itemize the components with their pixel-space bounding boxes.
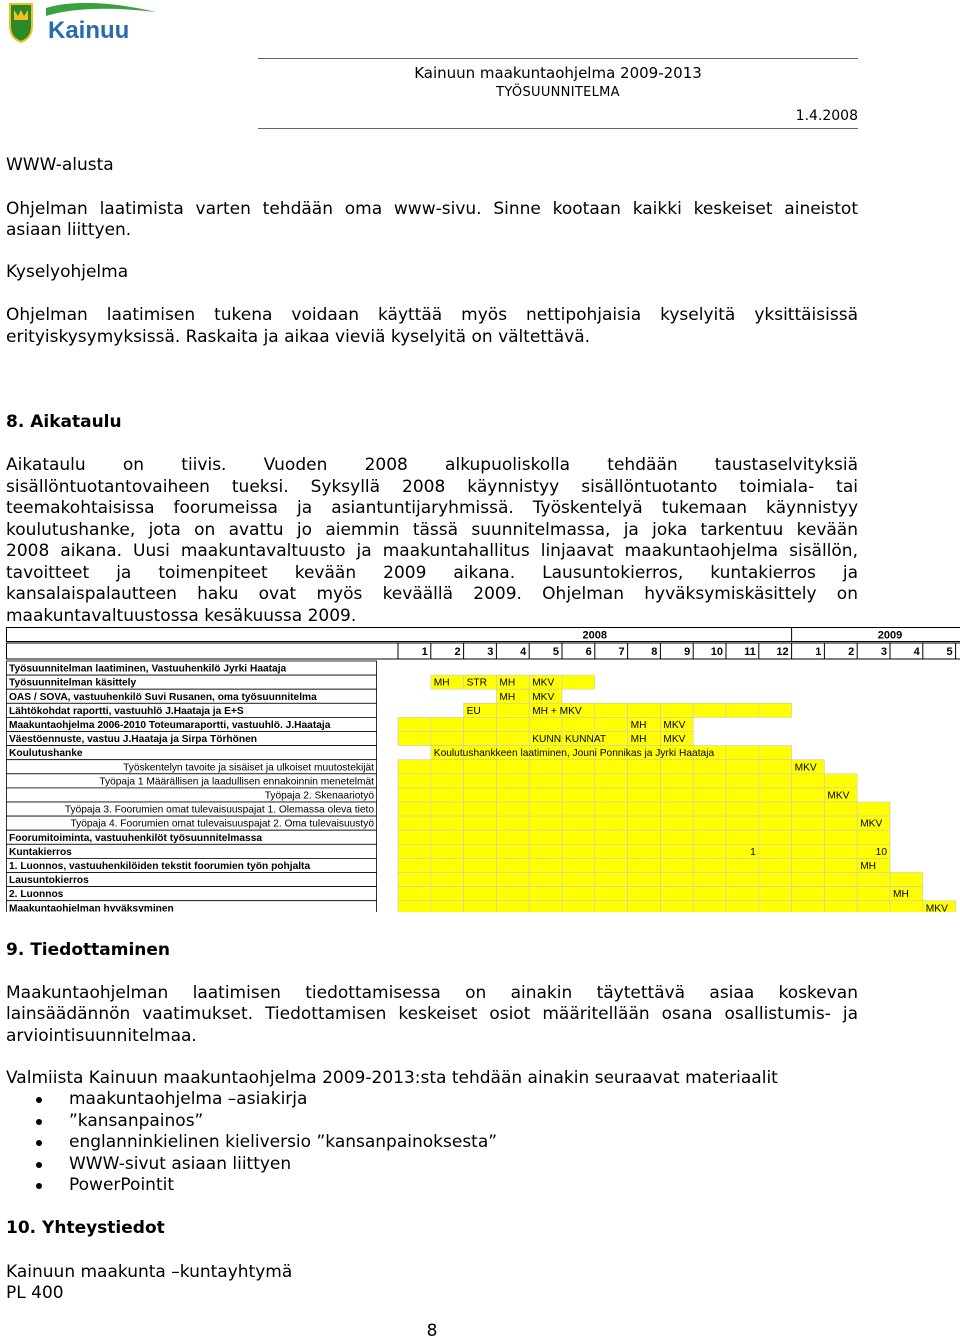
gantt-bar-cell xyxy=(726,830,759,844)
gantt-bar-cell xyxy=(595,703,628,717)
task-label: Lähtökohdat raportti, vastuuhlö J.Haataja ja E+S xyxy=(9,705,244,717)
gantt-bar-cell xyxy=(726,802,759,816)
gantt-bar-cell xyxy=(890,873,923,887)
gantt-bar-cell xyxy=(431,802,464,816)
gantt-bar-cell xyxy=(660,887,693,901)
gantt-bar-cell xyxy=(792,830,825,844)
gantt-bar-cell xyxy=(792,816,825,830)
gantt-bar-cell xyxy=(857,830,890,844)
task-label: Työpaja 2. Skenaariotyö xyxy=(264,790,374,802)
gantt-bar-cell xyxy=(464,802,497,816)
gantt-bar-cell xyxy=(464,816,497,830)
gantt-bar-cell xyxy=(529,844,562,858)
gantt-bar-cell xyxy=(398,873,431,887)
gantt-bar-cell xyxy=(595,802,628,816)
gantt-bar-cell xyxy=(792,873,825,887)
info-heading: 9. Tiedottaminen xyxy=(6,940,171,960)
survey-paragraph-line: Ohjelman laatimisen tukena voidaan käyttää myös nettipohjaisia kyselyitä yksittäisissä xyxy=(6,305,858,325)
year-label: 2008 xyxy=(582,629,608,642)
gantt-bar-cell xyxy=(398,858,431,872)
www-paragraph-line: Ohjelman laatimista varten tehdään oma www-sivu. Sinne kootaan kaikki keskeiset aineistot xyxy=(6,199,858,219)
gantt-cell-text: Koulutushankkeen laatiminen, Jouni Ponnikas ja Jyrki Haataja xyxy=(433,748,715,760)
contact-line: Kainuun maakunta –kuntayhtymä xyxy=(6,1262,293,1282)
gantt-bar-cell xyxy=(464,774,497,788)
list-item-text: WWW-sivut asiaan liittyen xyxy=(69,1153,292,1174)
gantt-bar-cell xyxy=(464,844,497,858)
gantt-chart xyxy=(6,627,960,912)
gantt-bar-cell xyxy=(857,873,890,887)
gantt-bar-cell xyxy=(726,901,759,912)
month-label: 9 xyxy=(684,646,691,658)
gantt-cell-text: 10 xyxy=(875,846,887,858)
month-label: 2 xyxy=(454,646,461,658)
gantt-bar-cell xyxy=(759,901,792,912)
list-item-text: PowerPointit xyxy=(69,1175,174,1195)
schedule-line: koulutushanke, jota on avattu jo aiemmin tässä suunnitelmassa, ja joka tarkentuu kevään xyxy=(6,520,858,540)
year-label: 2009 xyxy=(877,629,903,642)
month-label: 3 xyxy=(880,646,887,658)
gantt-bar-cell xyxy=(398,760,431,774)
task-label: Kuntakierros xyxy=(9,846,72,858)
gantt-bar-cell xyxy=(496,717,529,731)
gantt-bar-cell xyxy=(562,844,595,858)
gantt-bar-cell xyxy=(529,858,562,872)
schedule-line: tavoitteet ja toimenpiteet kevään 2009 aikana. Lausuntokierros, kuntakierros ja xyxy=(6,563,858,583)
gantt-bar-cell xyxy=(693,788,726,802)
gantt-bar-cell xyxy=(726,873,759,887)
year-header-frame xyxy=(7,628,960,642)
gantt-bar-cell xyxy=(464,788,497,802)
survey-heading: Kyselyohjelma xyxy=(6,262,129,282)
gantt-bar-cell xyxy=(562,816,595,830)
gantt-cell-text: KUNNAT xyxy=(565,734,607,746)
page-number: 8 xyxy=(426,1321,438,1341)
gantt-cell-text: 1 xyxy=(750,846,756,858)
gantt-bar-cell xyxy=(628,802,661,816)
gantt-bar-cell xyxy=(496,901,529,912)
month-label: 4 xyxy=(913,646,920,658)
task-label: Työskentelyn tavoite ja sisäiset ja ulkoiset muutostekijät xyxy=(123,762,374,774)
gantt-bar-cell xyxy=(759,816,792,830)
gantt-bar-cell xyxy=(595,887,628,901)
gantt-bar-cell xyxy=(496,703,529,717)
gantt-bar-cell xyxy=(595,901,628,912)
gantt-bar-cell xyxy=(759,830,792,844)
month-label: 5 xyxy=(552,646,559,658)
gantt-bar-cell xyxy=(562,717,595,731)
gantt-bar-cell xyxy=(824,844,857,858)
list-item-text: maakuntaohjelma –asiakirja xyxy=(69,1089,308,1109)
task-label: Työsuunnitelman käsittely xyxy=(9,677,137,689)
bullet-icon xyxy=(36,1140,42,1146)
gantt-bar-cell xyxy=(398,802,431,816)
gantt-cell-text: MKV xyxy=(827,790,850,802)
gantt-bar-cell xyxy=(792,802,825,816)
gantt-cell-text: MKV xyxy=(532,677,555,689)
gantt-bar-cell xyxy=(496,788,529,802)
gantt-bar-cell xyxy=(595,858,628,872)
month-label: 8 xyxy=(651,646,658,658)
list-item xyxy=(36,1132,497,1154)
gantt-cell-text: MKV xyxy=(860,818,883,830)
gantt-bar-cell xyxy=(857,887,890,901)
schedule-line: maakuntavaltuustossa kesäkuussa 2009. xyxy=(6,606,357,626)
gantt-cell-text: MH xyxy=(630,734,647,746)
schedule-line: sisällöntuotantovaiheen tueksi. Syksyllä 2008 käynnistyy sisällöntuotanto toimiala- tai xyxy=(6,477,858,497)
gantt-bar-cell xyxy=(529,717,562,731)
gantt-bar-cell xyxy=(431,844,464,858)
gantt-bar-cell xyxy=(398,901,431,912)
gantt-bar-cell xyxy=(726,760,759,774)
gantt-bar-cell xyxy=(431,901,464,912)
gantt-bar-cell xyxy=(660,858,693,872)
gantt-bar-cell xyxy=(595,830,628,844)
gantt-bar-cell xyxy=(496,844,529,858)
gantt-bar-cell xyxy=(824,802,857,816)
gantt-bar-cell xyxy=(628,816,661,830)
gantt-bar-cell xyxy=(562,802,595,816)
month-label: 1 xyxy=(815,646,822,658)
gantt-bar-cell xyxy=(824,873,857,887)
gantt-bar-cell xyxy=(628,788,661,802)
task-label: Maakuntaohjelma 2006-2010 Toteumaraportti, vastuuhlö. J.Haataja xyxy=(9,720,331,731)
gantt-bar-cell xyxy=(759,774,792,788)
gantt-bar-cell xyxy=(431,732,464,746)
gantt-chart-svg xyxy=(6,627,960,912)
coat-of-arms-icon xyxy=(10,4,32,42)
gantt-bar-cell xyxy=(759,703,792,717)
task-label: Työpaja 1 Määrällisen ja laadullisen ennakoinnin menetelmät xyxy=(99,776,374,788)
gantt-bar-cell xyxy=(529,901,562,912)
gantt-bar-cell xyxy=(693,858,726,872)
bullet-icon xyxy=(36,1183,42,1189)
gantt-bar-cell xyxy=(529,816,562,830)
header-rule-bottom xyxy=(258,128,858,129)
gantt-bar-cell xyxy=(857,802,890,816)
gantt-bar-cell xyxy=(890,901,923,912)
gantt-cell-text: MH xyxy=(860,861,877,872)
gantt-bar-cell xyxy=(628,760,661,774)
list-item xyxy=(36,1154,497,1176)
gantt-bar-cell xyxy=(628,830,661,844)
gantt-bar-cell xyxy=(398,844,431,858)
gantt-bar-cell xyxy=(759,844,792,858)
gantt-bar-cell xyxy=(726,703,759,717)
gantt-bar-cell xyxy=(628,703,661,717)
gantt-cell-text: MH xyxy=(893,889,909,901)
gantt-bar-cell xyxy=(562,887,595,901)
gantt-bar-cell xyxy=(660,774,693,788)
gantt-bar-cell xyxy=(759,873,792,887)
gantt-bar-cell xyxy=(759,887,792,901)
gantt-bar-cell xyxy=(431,717,464,731)
month-label: 2 xyxy=(848,646,855,658)
gantt-bar-cell xyxy=(398,774,431,788)
schedule-line: 2008 aikana. Uusi maakuntavaltuusto ja maakuntahallitus linjaavat maakuntaohjelma sisällön, xyxy=(6,541,858,561)
task-label: 2. Luonnos xyxy=(9,889,64,901)
month-label: 10 xyxy=(710,646,723,658)
gantt-bar-cell xyxy=(824,887,857,901)
gantt-bar-cell xyxy=(792,774,825,788)
gantt-bar-cell xyxy=(562,901,595,912)
gantt-bar-cell xyxy=(464,732,497,746)
gantt-bar-cell xyxy=(660,844,693,858)
gantt-bar-cell xyxy=(759,760,792,774)
gantt-bar-cell xyxy=(660,760,693,774)
gantt-bar-cell xyxy=(431,788,464,802)
gantt-cell-text: MH xyxy=(433,677,450,689)
gantt-bar-cell xyxy=(529,774,562,788)
gantt-bar-cell xyxy=(660,802,693,816)
gantt-bar-cell xyxy=(660,703,693,717)
gantt-bar-cell xyxy=(628,774,661,788)
list-item-text: englanninkielinen kieliversio ”kansanpainoksesta” xyxy=(69,1132,498,1152)
gantt-bar-cell xyxy=(792,788,825,802)
info-line: Maakuntaohjelman laatimisen tiedottamisessa on ainakin täytettävä asiaa koskevan xyxy=(6,983,858,1003)
gantt-bar-cell xyxy=(660,830,693,844)
bullet-icon xyxy=(36,1162,42,1168)
gantt-bar-cell xyxy=(759,746,792,760)
logo-text: Kainuu xyxy=(48,17,130,44)
gantt-bar-cell xyxy=(792,887,825,901)
gantt-bar-cell xyxy=(726,816,759,830)
gantt-bar-cell xyxy=(398,732,431,746)
gantt-bar-cell xyxy=(595,844,628,858)
gantt-bar-cell xyxy=(496,732,529,746)
gantt-bar-cell xyxy=(595,717,628,731)
gantt-bar-cell xyxy=(660,788,693,802)
month-label: 11 xyxy=(744,646,756,658)
gantt-bar-cell xyxy=(562,675,595,689)
gantt-bar-cell xyxy=(792,858,825,872)
gantt-cell-text: MH xyxy=(499,677,516,689)
contact-line: PL 400 xyxy=(6,1283,64,1303)
gantt-bar-cell xyxy=(431,760,464,774)
month-label: 5 xyxy=(946,646,953,658)
gantt-bar-cell xyxy=(824,858,857,872)
gantt-bar-cell xyxy=(464,887,497,901)
gantt-bar-cell xyxy=(595,816,628,830)
gantt-bar-cell xyxy=(628,858,661,872)
gantt-cell-text: EU xyxy=(466,705,481,717)
task-label: Foorumitoiminta, vastuuhenkilöt työsuunnitelmassa xyxy=(9,832,263,844)
gantt-bar-cell xyxy=(693,816,726,830)
gantt-bar-cell xyxy=(792,901,825,912)
gantt-bar-cell xyxy=(759,802,792,816)
gantt-cell-text: MKV xyxy=(794,762,817,774)
gantt-bar-cell xyxy=(496,760,529,774)
gantt-bar-cell xyxy=(496,774,529,788)
gantt-bar-cell xyxy=(496,873,529,887)
month-label: 6 xyxy=(585,646,592,658)
list-item xyxy=(36,1175,497,1197)
header-rule-top xyxy=(258,58,858,59)
month-label: 12 xyxy=(776,646,789,658)
gantt-bar-cell xyxy=(464,830,497,844)
task-label: Työpaja 3. Foorumien omat tulevaisuuspajat 1. Olemassa oleva tieto xyxy=(64,804,374,816)
schedule-line: Aikataulu on tiivis. Vuoden 2008 alkupuoliskolla tehdään taustaselvityksiä xyxy=(6,455,858,475)
gantt-bar-cell xyxy=(660,816,693,830)
gantt-bar-cell xyxy=(562,774,595,788)
gantt-bar-cell xyxy=(496,816,529,830)
gantt-bar-cell xyxy=(431,774,464,788)
gantt-bar-cell xyxy=(693,844,726,858)
bullet-icon xyxy=(36,1119,42,1125)
task-label: Koulutushanke xyxy=(9,748,83,760)
gantt-bar-cell xyxy=(464,873,497,887)
gantt-bar-cell xyxy=(464,760,497,774)
gantt-bar-cell xyxy=(726,887,759,901)
gantt-bar-cell xyxy=(496,830,529,844)
gantt-bar-cell xyxy=(529,760,562,774)
gantt-cell-text: MH xyxy=(630,720,647,731)
schedule-line: teemakohtaisissa foorumeissa ja asiantuntijaryhmissä. Työskentelyä tukemaan käynnistyy xyxy=(6,498,858,518)
gantt-bar-cell xyxy=(398,830,431,844)
gantt-bar-cell xyxy=(759,788,792,802)
gantt-bar-cell xyxy=(431,830,464,844)
kainuu-logo xyxy=(6,0,166,58)
month-label: 7 xyxy=(618,646,625,658)
gantt-bar-cell xyxy=(759,858,792,872)
gantt-bar-cell xyxy=(398,788,431,802)
gantt-bar-cell xyxy=(529,873,562,887)
gantt-bar-cell xyxy=(529,802,562,816)
materials-list xyxy=(36,1089,497,1197)
gantt-cell-text: MKV xyxy=(532,691,555,703)
survey-paragraph-line: erityiskysymyksissä. Raskaita ja aikaa vieviä kyselyitä on vältettävä. xyxy=(6,327,591,347)
gantt-bar-cell xyxy=(529,788,562,802)
schedule-heading: 8. Aikataulu xyxy=(6,412,122,432)
gantt-bar-cell xyxy=(693,802,726,816)
gantt-bar-cell xyxy=(562,830,595,844)
gantt-bar-cell xyxy=(693,774,726,788)
www-heading: WWW-alusta xyxy=(6,155,114,175)
schedule-line: kansalaispalautteen haku ovat myös keväällä 2009. Ohjelman hyväksymiskäsittely on xyxy=(6,584,858,604)
gantt-bar-cell xyxy=(431,887,464,901)
gantt-bar-cell xyxy=(726,858,759,872)
gantt-cell-text: MH xyxy=(499,691,516,703)
gantt-bar-cell xyxy=(464,717,497,731)
contact-heading: 10. Yhteystiedot xyxy=(6,1218,165,1238)
gantt-bar-cell xyxy=(562,858,595,872)
task-label: Työpaja 4. Foorumien omat tulevaisuuspajat 2. Oma tulevaisuustyö xyxy=(70,818,374,830)
gantt-bar-cell xyxy=(398,717,431,731)
month-label: 4 xyxy=(520,646,527,658)
gantt-bar-cell xyxy=(660,873,693,887)
task-label: OAS / SOVA, vastuuhenkilö Suvi Rusanen, oma työsuunnitelma xyxy=(9,691,317,703)
document-date: 1.4.2008 xyxy=(795,108,858,124)
gantt-bar-cell xyxy=(792,844,825,858)
gantt-bar-cell xyxy=(529,830,562,844)
gantt-bar-cell xyxy=(595,788,628,802)
gantt-bar-cell xyxy=(726,788,759,802)
gantt-bar-cell xyxy=(496,858,529,872)
gantt-bar-cell xyxy=(398,887,431,901)
gantt-bar-cell xyxy=(824,901,857,912)
gantt-bar-cell xyxy=(726,774,759,788)
gantt-bar-cell xyxy=(693,901,726,912)
gantt-bar-cell xyxy=(660,901,693,912)
gantt-bar-cell xyxy=(628,901,661,912)
info-line: lainsäädännön vaatimukset. Tiedottamisen keskeiset osiot määritellään osana osallistumis- ja xyxy=(6,1004,858,1024)
gantt-bar-cell xyxy=(693,873,726,887)
gantt-bar-cell xyxy=(398,816,431,830)
gantt-bar-cell xyxy=(464,858,497,872)
month-label: 1 xyxy=(421,646,428,658)
gantt-bar-cell xyxy=(562,873,595,887)
gantt-bar-cell xyxy=(693,703,726,717)
gantt-bar-cell xyxy=(693,760,726,774)
gantt-bar-cell xyxy=(628,873,661,887)
gantt-bar-cell xyxy=(628,844,661,858)
gantt-bar-cell xyxy=(726,746,759,760)
gantt-bar-cell xyxy=(693,830,726,844)
gantt-cell-text: MH + MKV xyxy=(532,705,582,717)
gantt-bar-cell xyxy=(595,760,628,774)
gantt-bar-cell xyxy=(431,873,464,887)
gantt-cell-text: MKV xyxy=(663,720,686,731)
task-label: Väestöennuste, vastuu J.Haataja ja Sirpa Törhönen xyxy=(9,734,257,746)
task-label: Maakuntaohjelman hyväksyminen xyxy=(9,903,174,912)
gantt-cell-text: MKV xyxy=(663,734,686,746)
gantt-bar-cell xyxy=(464,901,497,912)
task-label: Lausuntokierros xyxy=(9,875,89,887)
gantt-bar-cell xyxy=(824,774,857,788)
gantt-bar-cell xyxy=(529,887,562,901)
document-title: Kainuun maakuntaohjelma 2009-2013 xyxy=(414,64,702,82)
gantt-cell-text: MKV xyxy=(925,903,948,912)
info-line: arviointisuunnitelmaa. xyxy=(6,1026,197,1046)
gantt-bar-cell xyxy=(431,858,464,872)
gantt-bar-cell xyxy=(562,760,595,774)
gantt-cell-text: STR xyxy=(466,677,487,689)
gantt-bar-cell xyxy=(562,788,595,802)
gantt-cell-text: KUNN xyxy=(532,734,562,746)
task-label: Työsuunnitelman laatiminen, Vastuuhenkilö Jyrki Haataja xyxy=(9,663,287,675)
gantt-bar-cell xyxy=(595,873,628,887)
gantt-bar-cell xyxy=(496,887,529,901)
www-paragraph-line: asiaan liittyen. xyxy=(6,220,132,240)
month-label: 3 xyxy=(487,646,494,658)
gantt-bar-cell xyxy=(824,830,857,844)
bullet-icon xyxy=(36,1097,42,1103)
gantt-bar-cell xyxy=(693,887,726,901)
gantt-bar-cell xyxy=(496,802,529,816)
list-item-text: ”kansanpainos” xyxy=(69,1110,204,1131)
gantt-bar-cell xyxy=(857,901,890,912)
document-subtitle: TYÖSUUNNITELMA xyxy=(496,85,620,100)
list-item xyxy=(36,1111,497,1133)
gantt-bar-cell xyxy=(824,816,857,830)
task-label: 1. Luonnos, vastuuhenkilöiden tekstit foorumien työn pohjalta xyxy=(9,861,311,872)
gantt-bar-cell xyxy=(595,774,628,788)
list-item xyxy=(36,1089,497,1111)
materials-intro: Valmiista Kainuun maakuntaohjelma 2009-2013:sta tehdään ainakin seuraavat materiaalit xyxy=(6,1068,778,1088)
gantt-bar-cell xyxy=(431,816,464,830)
gantt-bar-cell xyxy=(628,887,661,901)
